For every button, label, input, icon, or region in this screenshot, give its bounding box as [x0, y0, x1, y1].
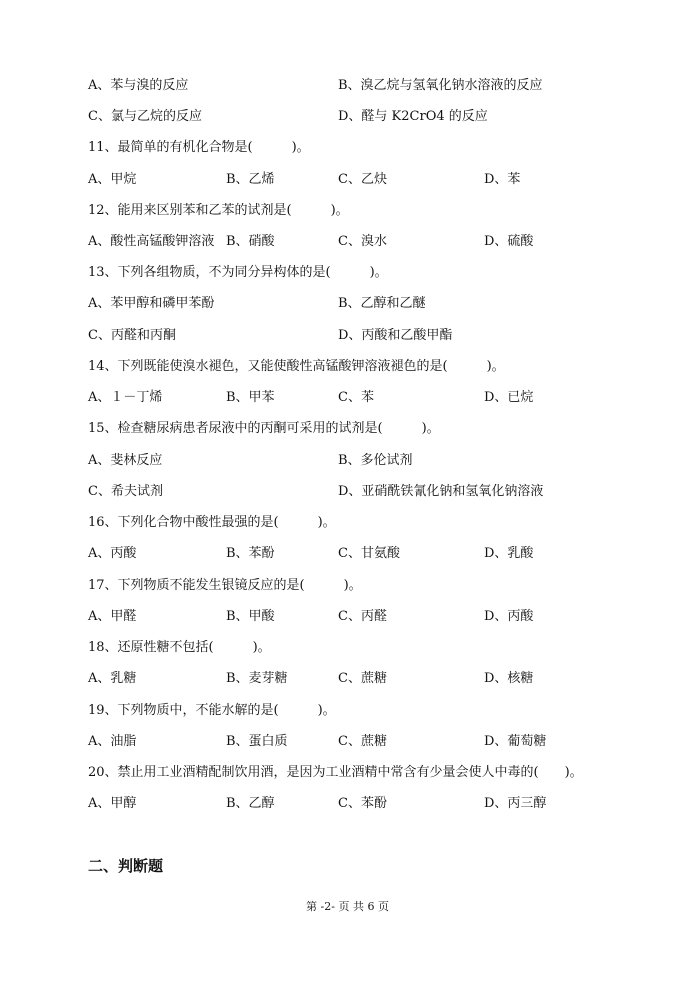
- q15-options-row2: [88, 481, 665, 503]
- q20-option-a: A、甲醇: [88, 796, 137, 811]
- q11-options: [88, 169, 665, 191]
- q17-options: [88, 606, 665, 628]
- q14-option-d: D、已烷: [484, 390, 534, 405]
- q14-option-c: C、苯: [338, 390, 374, 405]
- q15-question: [88, 418, 665, 440]
- q17-option-b: B、甲酸: [226, 609, 275, 624]
- q10-option-c: C、氯与乙烷的反应: [88, 109, 202, 124]
- q11-option-b: B、乙烯: [226, 172, 275, 187]
- q14-question: [88, 356, 665, 378]
- q13-options-row1: [88, 293, 665, 315]
- q15-option-b: B、多伦试剂: [338, 453, 413, 468]
- q13-option-a: A、苯甲醇和磷甲苯酚: [88, 296, 215, 311]
- q13-options-row2: [88, 325, 665, 347]
- q12-option-c: C、溴水: [338, 234, 387, 249]
- q15-options-row1: [88, 450, 665, 472]
- q10-option-d: D、醛与 K2CrO4 的反应: [338, 109, 488, 124]
- q11-option-d: D、苯: [484, 172, 521, 187]
- q12-option-b: B、硝酸: [226, 234, 275, 249]
- q12-options: [88, 231, 665, 253]
- q13-option-d: D、丙酸和乙酸甲酯: [338, 328, 453, 343]
- q17-option-d: D、丙酸: [484, 609, 534, 624]
- q12-question: [88, 200, 665, 222]
- q13-option-c: C、丙醛和丙酮: [88, 328, 176, 343]
- q20-option-b: B、乙醇: [226, 796, 275, 811]
- q18-question: [88, 637, 665, 659]
- q16-option-c: C、甘氨酸: [338, 546, 400, 561]
- q15-text: 15、检查糖尿病患者尿液中的丙酮可采用的试剂是( )。: [88, 421, 440, 436]
- q14-options: [88, 387, 665, 409]
- q19-question: [88, 700, 665, 722]
- q10-option-a: A、苯与溴的反应: [88, 78, 189, 93]
- q17-question: [88, 575, 665, 597]
- q15-option-d: D、亚硝酰铁氰化钠和氢氧化钠溶液: [338, 484, 544, 499]
- q14-option-b: B、甲苯: [226, 390, 275, 405]
- q20-option-d: D、丙三醇: [484, 796, 547, 811]
- q13-text: 13、下列各组物质，不为同分异构体的是( )。: [88, 265, 388, 280]
- q18-option-c: C、蔗糖: [338, 671, 387, 686]
- q13-option-b: B、乙醇和乙醚: [338, 296, 426, 311]
- q20-question: [88, 762, 665, 784]
- q18-options: [88, 668, 665, 690]
- q19-option-c: C、蔗糖: [338, 734, 387, 749]
- q11-question: [88, 137, 665, 159]
- q15-option-c: C、希夫试剂: [88, 484, 163, 499]
- q14-text: 14、下列既能使溴水褪色，又能使酸性高锰酸钾溶液褪色的是( )。: [88, 359, 505, 374]
- q11-text: 11、最简单的有机化合物是( )。: [88, 140, 310, 155]
- q14-option-a: A、１－丁烯: [88, 390, 163, 405]
- q16-text: 16、下列化合物中酸性最强的是( )。: [88, 515, 336, 530]
- q16-options: [88, 543, 665, 565]
- q18-option-d: D、核糖: [484, 671, 534, 686]
- q11-option-a: A、甲烷: [88, 172, 137, 187]
- q16-option-a: A、丙酸: [88, 546, 137, 561]
- q15-option-a: A、斐林反应: [88, 453, 163, 468]
- q20-option-c: C、苯酚: [338, 796, 387, 811]
- q16-option-d: D、乳酸: [484, 546, 534, 561]
- page-footer: 第 -2- 页 共 6 页: [306, 900, 389, 913]
- q10-options-row2: [88, 106, 665, 128]
- q17-option-a: A、甲醛: [88, 609, 137, 624]
- q16-option-b: B、苯酚: [226, 546, 275, 561]
- q19-option-d: D、葡萄糖: [484, 734, 547, 749]
- q18-text: 18、还原性糖不包括( )。: [88, 640, 271, 655]
- q12-option-d: D、硫酸: [484, 234, 534, 249]
- section-title: 二、判断题: [88, 857, 164, 875]
- q12-option-a: A、酸性高锰酸钾溶液: [88, 234, 215, 249]
- q20-text: 20、禁止用工业酒精配制饮用酒，是因为工业酒精中常含有少量会使人中毒的( )。: [88, 765, 583, 780]
- q12-text: 12、能用来区别苯和乙苯的试剂是( )。: [88, 203, 349, 218]
- q17-option-c: C、丙醛: [338, 609, 387, 624]
- q10-options-row1: [88, 75, 665, 97]
- q19-option-a: A、油脂: [88, 734, 137, 749]
- q18-option-a: A、乳糖: [88, 671, 137, 686]
- q17-text: 17、下列物质不能发生银镜反应的是( )。: [88, 578, 362, 593]
- q19-option-b: B、蛋白质: [226, 734, 288, 749]
- q18-option-b: B、麦芽糖: [226, 671, 288, 686]
- q11-option-c: C、乙炔: [338, 172, 387, 187]
- q13-question: [88, 262, 665, 284]
- q20-options: [88, 793, 665, 815]
- q10-option-b: B、溴乙烷与氢氧化钠水溶液的反应: [338, 78, 543, 93]
- q16-question: [88, 512, 665, 534]
- q19-options: [88, 731, 665, 753]
- q19-text: 19、下列物质中，不能水解的是( )。: [88, 703, 336, 718]
